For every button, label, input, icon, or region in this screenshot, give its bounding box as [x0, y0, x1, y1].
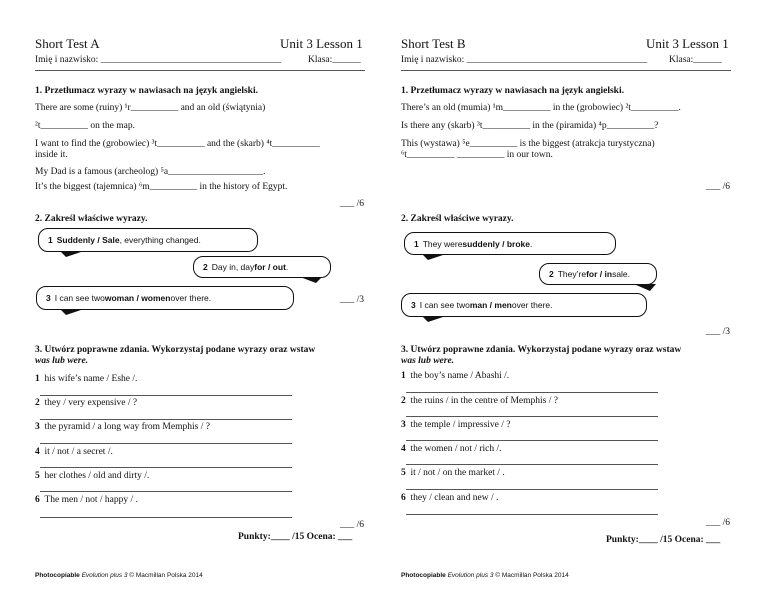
section-1-score: ___ /6 — [706, 182, 731, 192]
exercise-line: This (wystawa) ⁵e__________ is the biggest (atrakcja turystyczna) — [401, 139, 655, 149]
footer-italic: Evolution plus 3 — [447, 572, 494, 579]
bubble-number: 1 — [48, 235, 53, 245]
sentence-item-3 — [401, 420, 511, 430]
section-3-title-cont: was lub were. — [35, 356, 89, 366]
bubble-options: woman / women — [104, 293, 171, 303]
unit-label: Unit 3 Lesson 1 — [646, 36, 729, 51]
exercise-line: ⁶t__________ __________ in our town. — [401, 150, 553, 160]
item-number: 4 — [35, 447, 40, 457]
section-3-title-cont: was lub were. — [401, 356, 455, 366]
item-number: 1 — [401, 371, 406, 381]
section-3-title: 3. Utwórz poprawne zdania. Wykorzystaj podane wyrazy oraz wstaw — [401, 345, 682, 355]
exercise-line: ²t__________ on the map. — [35, 121, 135, 131]
bubble-tail — [634, 284, 656, 291]
speech-bubble-3 — [401, 293, 647, 317]
bubble-number: 2 — [203, 262, 208, 272]
answer-line[interactable] — [406, 416, 658, 417]
bubble-text: , everything changed. — [119, 235, 201, 245]
item-text: her clothes / old and dirty /. — [44, 471, 150, 481]
footer-bold: Photocopiable — [35, 572, 80, 579]
bubble-number: 3 — [46, 293, 51, 303]
item-number: 5 — [35, 471, 40, 481]
sentence-item-4 — [35, 447, 113, 457]
bubble-tail — [300, 277, 322, 283]
exercise-line: It’s the biggest (tajemnica) ⁶m__________ in the history of Egypt. — [35, 182, 288, 192]
bubble-number: 1 — [414, 238, 419, 249]
item-text: the ruins / in the centre of Memphis / ? — [410, 396, 558, 406]
speech-bubble-1 — [38, 228, 258, 252]
name-field-label: Imię i nazwisko: ______________________________________ — [35, 55, 282, 65]
answer-line[interactable] — [40, 467, 292, 468]
bubble-text: . — [285, 262, 289, 272]
footer — [401, 572, 569, 579]
answer-line[interactable] — [406, 514, 658, 515]
sentence-item-6 — [35, 495, 138, 505]
section-1-title: 1. Przetłumacz wyrazy w nawiasach na język angielski. — [35, 86, 258, 96]
answer-line[interactable] — [406, 464, 658, 465]
bubble-tail — [60, 251, 84, 257]
sentence-item-5 — [35, 471, 149, 481]
section-2-title: 2. Zakreśl właściwe wyrazy. — [35, 214, 148, 224]
section-1-title: 1. Przetłumacz wyrazy w nawiasach na język angielski. — [401, 86, 624, 96]
item-number: 6 — [35, 495, 40, 505]
bubble-tail — [422, 316, 446, 322]
bubble-text: over there. — [170, 293, 212, 303]
footer-italic: Evolution plus 3 — [81, 572, 128, 579]
points-grade: Punkty:____ /15 Ocena: ___ — [606, 535, 721, 545]
sentence-item-6 — [401, 493, 498, 503]
test-b-page — [384, 0, 768, 594]
section-2-score: ___ /3 — [340, 295, 365, 305]
unit-label: Unit 3 Lesson 1 — [280, 36, 363, 51]
sentence-item-2 — [401, 396, 558, 406]
item-text: the boy’s name / Abashi /. — [410, 371, 510, 381]
item-number: 3 — [35, 422, 40, 432]
sentence-item-4 — [401, 444, 502, 454]
bubble-text: Day in, day — [211, 262, 255, 272]
item-text: they / clean and new / . — [410, 493, 499, 503]
answer-line[interactable] — [40, 419, 292, 420]
answer-line[interactable] — [406, 440, 658, 441]
sentence-item-5 — [401, 468, 505, 478]
exercise-line: I want to find the (grobowiec) ³t__________ and the (skarb) ⁴t__________ — [35, 139, 320, 149]
bubble-tail — [60, 309, 84, 315]
speech-bubble-2 — [539, 263, 657, 285]
bubble-options: Suddenly / Sale — [56, 235, 120, 245]
test-title: Short Test A — [35, 36, 100, 51]
bubble-text: I can see two — [419, 300, 470, 310]
exercise-line: There are some (ruiny) ¹r__________ and an old (świątynia) — [35, 103, 266, 113]
bubble-options: for / in — [586, 269, 613, 279]
speech-bubble-2 — [193, 256, 331, 278]
bubble-text: I can see two — [54, 293, 105, 303]
test-title: Short Test B — [401, 36, 466, 51]
name-field-label: Imię i nazwisko: ______________________________________ — [401, 55, 648, 65]
footer — [35, 572, 203, 579]
item-number: 4 — [401, 444, 406, 454]
answer-line[interactable] — [406, 392, 658, 393]
item-text: the women / not / rich /. — [410, 444, 502, 454]
footer-copyright: © Macmillan Polska 2014 — [495, 572, 569, 579]
item-number: 2 — [401, 396, 406, 406]
bubble-text: They’re — [557, 269, 587, 279]
speech-bubble-1 — [404, 232, 616, 255]
sentence-item-1 — [35, 374, 137, 384]
section-3-score: ___ /6 — [706, 518, 731, 528]
bubble-number: 3 — [411, 300, 416, 310]
bubble-text: over there. — [511, 300, 553, 310]
bubble-text: sale. — [612, 269, 631, 279]
sentence-item-2 — [35, 398, 137, 408]
section-2-title: 2. Zakreśl właściwe wyrazy. — [401, 214, 514, 224]
section-1-score: ___ /6 — [340, 199, 365, 209]
section-3-title: 3. Utwórz poprawne zdania. Wykorzystaj podane wyrazy oraz wstaw — [35, 345, 316, 355]
points-grade: Punkty:____ /15 Ocena: ___ — [238, 532, 353, 542]
header-divider — [401, 70, 731, 71]
item-text: it / not / on the market / . — [410, 468, 505, 478]
item-number: 3 — [401, 420, 406, 430]
item-number: 2 — [35, 398, 40, 408]
answer-line[interactable] — [40, 517, 292, 518]
class-field-label: Klasa:______ — [669, 55, 722, 65]
section-2-score: ___ /3 — [706, 327, 731, 337]
footer-bold: Photocopiable — [401, 572, 446, 579]
bubble-options: man / men — [469, 300, 512, 310]
item-text: the pyramid / a long way from Memphis / ? — [44, 422, 210, 432]
item-text: the temple / impressive / ? — [410, 420, 511, 430]
answer-line[interactable] — [406, 489, 658, 490]
answer-line[interactable] — [40, 395, 292, 396]
answer-line[interactable] — [40, 443, 292, 444]
item-number: 6 — [401, 493, 406, 503]
bubble-number: 2 — [549, 269, 554, 279]
answer-line[interactable] — [40, 491, 292, 492]
bubble-tail — [422, 254, 446, 260]
item-text: they / very expensive / ? — [44, 398, 138, 408]
class-field-label: Klasa:______ — [308, 55, 361, 65]
item-number: 1 — [35, 374, 40, 384]
footer-copyright: © Macmillan Polska 2014 — [129, 572, 203, 579]
sentence-item-3 — [35, 422, 210, 432]
item-text: his wife’s name / Eshe /. — [44, 374, 138, 384]
item-text: it / not / a secret /. — [44, 447, 113, 457]
item-text: The men / not / happy / . — [44, 495, 138, 505]
bubble-text: . — [529, 238, 533, 249]
exercise-line: My Dad is a famous (archeolog) ⁵a____________________. — [35, 167, 266, 177]
speech-bubble-3 — [36, 286, 294, 310]
exercise-line: There’s an old (mumia) ¹m__________ in the (grobowiec) ²t__________. — [401, 103, 681, 113]
bubble-options: suddenly / broke — [462, 238, 530, 249]
header-divider — [35, 70, 365, 71]
exercise-line: inside it. — [35, 150, 68, 160]
bubble-options: for / out — [254, 262, 286, 272]
section-3-score: ___ /6 — [340, 520, 365, 530]
bubble-text: They were — [422, 238, 463, 249]
sentence-item-1 — [401, 371, 509, 381]
item-number: 5 — [401, 468, 406, 478]
exercise-line: Is there any (skarb) ³t__________ in the (piramida) ⁴p__________? — [401, 121, 659, 131]
